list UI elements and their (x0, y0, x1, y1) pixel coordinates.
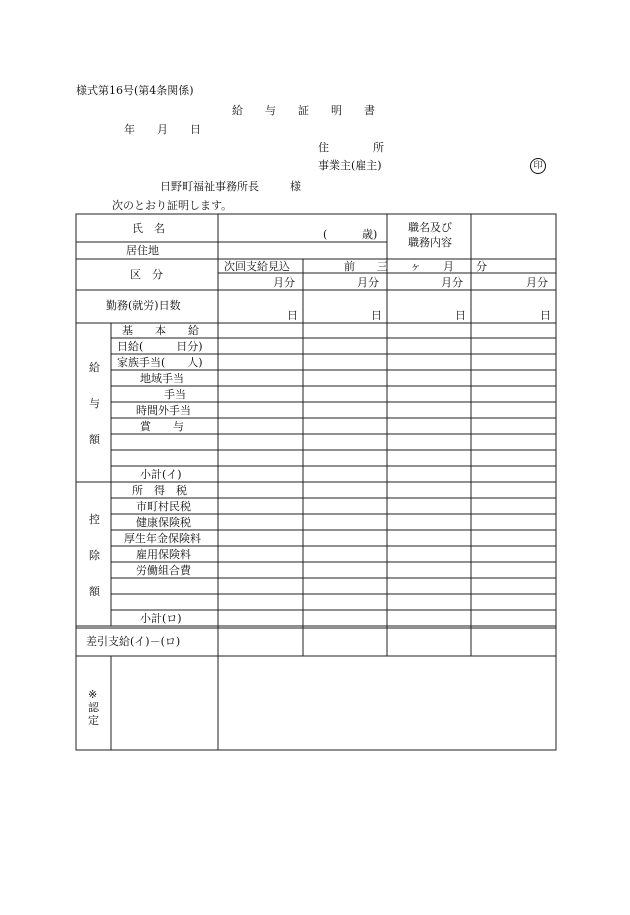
recipient: 日野町福祉事務所長 (160, 180, 259, 193)
salary-item-regional: 地域手当 (140, 372, 184, 385)
deduction-subtotal: 小計(ロ) (140, 612, 182, 625)
next-payment-label: 次回支給見込 (224, 260, 290, 273)
salary-item-basic: 基 本 給 (122, 324, 199, 337)
deduction-item-pension: 厚生年金保険料 (124, 532, 201, 545)
salary-group-char-1: 給 (89, 361, 100, 374)
deduction-group-char-3: 額 (89, 585, 100, 598)
salary-item-daily: 日給( 日分) (117, 340, 203, 353)
deduction-group-char-2: 除 (89, 549, 100, 562)
age-open: ( (323, 228, 328, 241)
salary-group-char-3: 額 (89, 433, 100, 446)
workdays-label: 勤務(就労)日数 (106, 299, 181, 312)
position-label-2: 職務内容 (408, 236, 452, 249)
seal-mark: 印 (530, 158, 546, 174)
salary-item-bonus: 賞 与 (140, 420, 184, 433)
deduction-item-health-insurance: 健康保険税 (136, 516, 191, 529)
day-unit-1: 日 (287, 309, 298, 322)
salary-item-family: 家族手当( 人) (117, 356, 203, 369)
month-unit-2: 月分 (357, 276, 379, 289)
approval-mark: ※ (88, 688, 98, 701)
approval-char-1: 認 (88, 701, 99, 714)
age-label: 歳) (362, 228, 378, 241)
deduction-item-municipal-tax: 市町村民税 (136, 500, 191, 513)
category-label: 区 分 (130, 268, 163, 281)
month-unit-3: 月分 (441, 276, 463, 289)
day-unit-3: 日 (455, 309, 466, 322)
employer-label: 事業主(雇主) (318, 159, 382, 172)
approval-char-2: 定 (88, 714, 99, 727)
form-number: 様式第16号(第4条関係) (76, 84, 194, 97)
position-label-1: 職名及び (408, 221, 452, 234)
deduction-item-income-tax: 所 得 税 (132, 484, 187, 497)
deduction-group-char-1: 控 (89, 513, 100, 526)
deduction-item-union-fee: 労働組合費 (136, 564, 191, 577)
form-title: 給 与 証 明 書 (232, 104, 375, 117)
salary-group-char-2: 与 (89, 397, 100, 410)
day-unit-2: 日 (371, 309, 382, 322)
month-unit-4: 月分 (526, 276, 548, 289)
month-unit-1: 月分 (273, 276, 295, 289)
salary-item-allowance: 手当 (164, 388, 186, 401)
prev-three-months-label: 前 三 ヶ 月 分 (344, 260, 487, 273)
honorific: 様 (290, 180, 301, 193)
name-label: 氏 名 (132, 222, 165, 235)
salary-subtotal: 小計(イ) (140, 468, 182, 481)
deduction-item-employment-insurance: 雇用保険料 (136, 548, 191, 561)
intro-text: 次のとおり証明します。 (112, 199, 233, 212)
residence-label: 居住地 (126, 244, 159, 257)
day-unit-4: 日 (540, 309, 551, 322)
salary-item-overtime: 時間外手当 (136, 404, 191, 417)
address-label: 住 所 (318, 141, 384, 154)
net-pay-label: 差引支給(イ)－(ロ) (86, 635, 181, 648)
date-line: 年 月 日 (124, 123, 201, 136)
